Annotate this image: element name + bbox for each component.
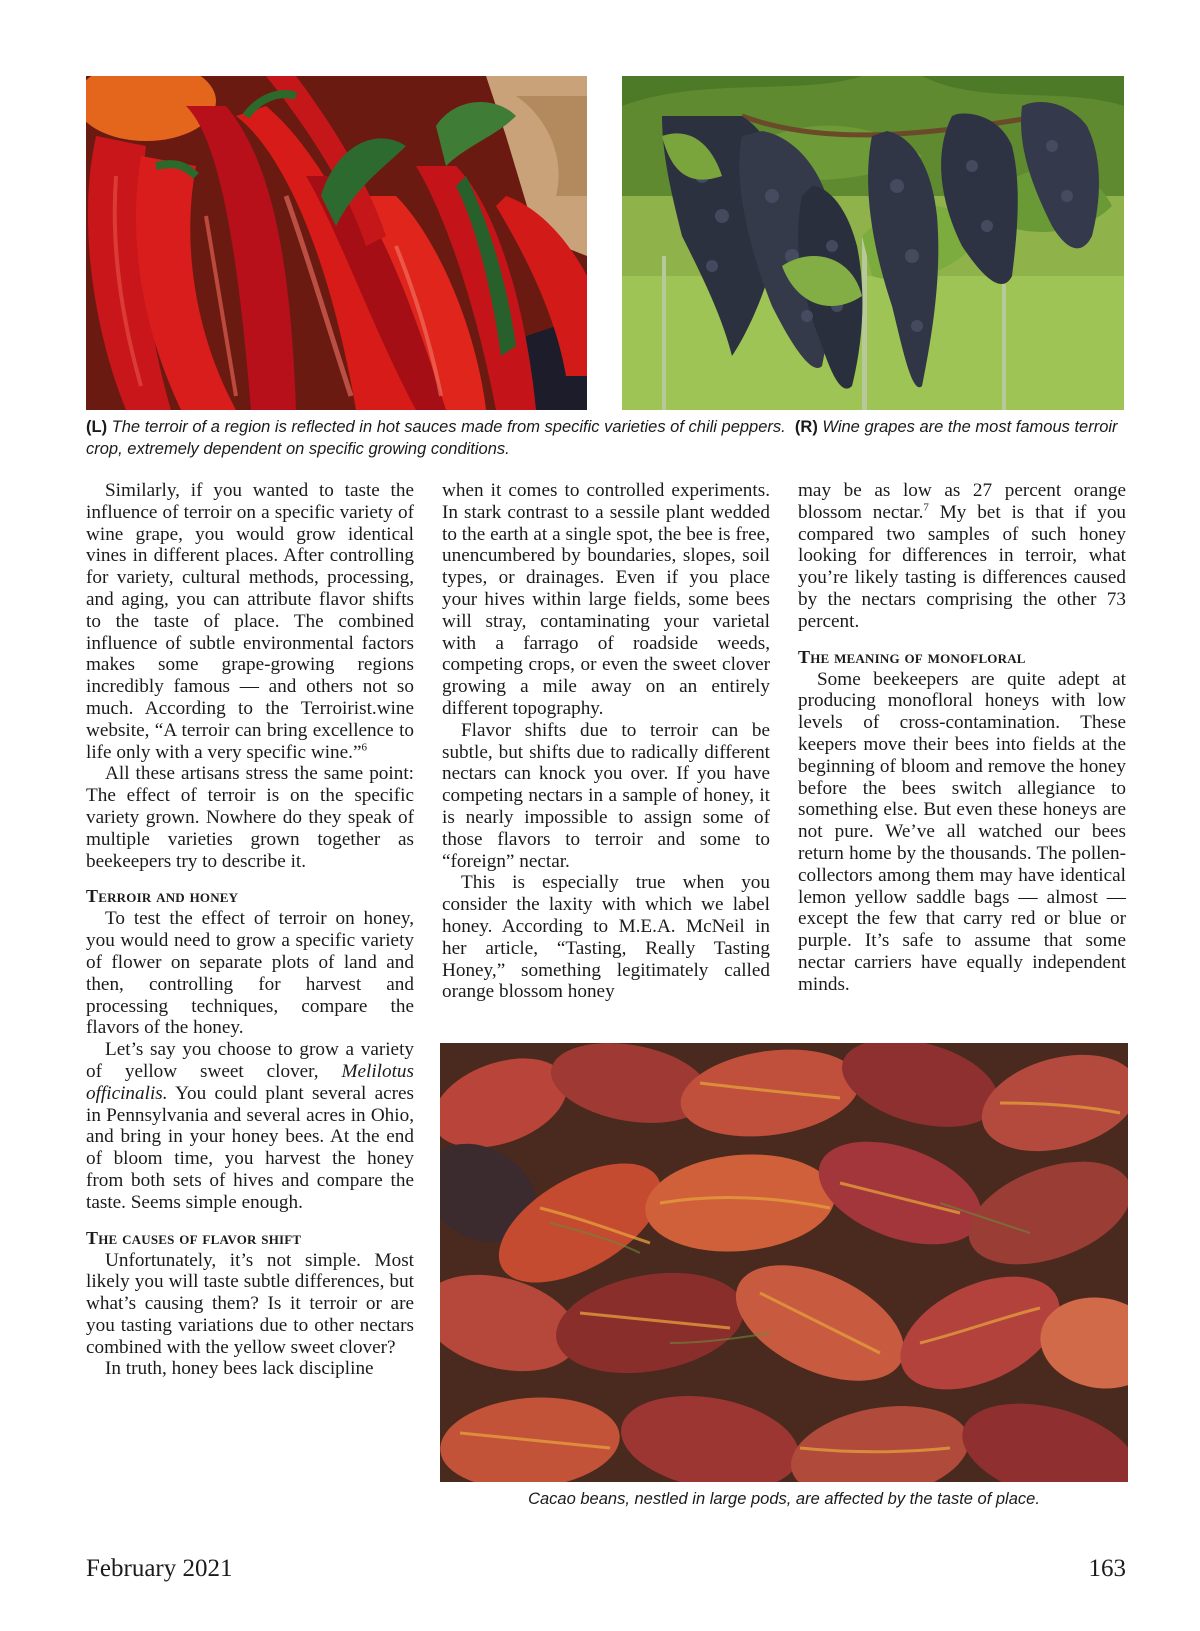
- paragraph: All these artisans stress the same point: The effect of terroir is on the specific variety grown. Nowhere do they speak of multiple varieties grown together as beekeepers try to describe it.: [86, 763, 414, 872]
- paragraph: In truth, honey bees lack discipline: [105, 1358, 374, 1380]
- paragraph: Flavor shifts due to terroir can be subtle, but shifts due to radically different nectars can knock you over. If you have competing nectars in a sample of honey, it is nearly impossible to assign some of those flavors to terroir and some to “foreign” nectar.: [442, 719, 770, 872]
- section-heading: The causes of flavor shift: [86, 1227, 302, 1248]
- footer-page-number: 163: [1088, 1555, 1126, 1582]
- caption-right-text: Wine grapes are the most famous terroir crop, extremely dependent on specific growing conditions.: [86, 418, 1118, 458]
- paragraph: may be as low as 27 percent orange blossom nectar.$^7$ My bet is that if you compared two samples of such honey looking for differences in terroir, what you’re likely tasting is differences caused by the nectars comprising the other 73 percent.: [798, 480, 1127, 632]
- paragraph: Unfortunately, it’s not simple. Most likely you will taste subtle differences, but what’s causing them? Is it terroir or are you tasting variations due to other nectars combined with the yellow sweet clover?: [86, 1249, 414, 1358]
- footer-issue-date: February 2021: [86, 1555, 233, 1582]
- photo-caption-top: [86, 416, 1126, 460]
- article-column-2: [442, 480, 770, 1003]
- paragraph: Some beekeepers are quite adept at producing monofloral honeys with low levels of cross-contamination. These keepers move their bees into fields at the beginning of bloom and remove the honey before the bees switch allegiance to something else. But even these honeys are not pure. We’ve all watched our bees return home by the thousands. The pollen-collectors among them may have identical lemon yellow saddle bags — almost — except the few that carry red or blue or purple. It’s safe to assume that some nectar carriers have equally independent minds.: [798, 668, 1126, 995]
- section-heading: The meaning of monofloral: [798, 646, 1026, 667]
- section-heading: Terroir and honey: [86, 886, 239, 907]
- caption-right-tag: (R): [794, 418, 818, 436]
- article-column-1: [86, 480, 414, 1380]
- footnote-ref: 6: [361, 741, 367, 754]
- chili-peppers-photo: [86, 76, 587, 410]
- caption-left-tag: (L): [86, 418, 108, 436]
- footnote-ref: 7: [923, 501, 929, 514]
- paragraph: To test the effect of terroir on honey, you would need to grow a specific variety of flower on separate plots of land and then, controlling for harvest and processing techniques, compare the flavors of the honey.: [86, 908, 414, 1039]
- article-column-3: [798, 480, 1126, 996]
- paragraph: Let’s say you choose to grow a variety of yellow sweet clover, Melilotus officinalis. You could plant several acres in Pennsylvania and several acres in Ohio, and bring in your honey bees. At the end of bloom time, you harvest the honey from both sets of hives and compare the taste. Seems simple enough.: [86, 1039, 414, 1213]
- paragraph: when it comes to controlled experiments. In stark contrast to a sessile plant wedded to the earth at a single spot, the bee is free, unencumbered by boundaries, slopes, soil types, or drainages. Even if you place your hives within large fields, some bees will stray, contaminating your varietal with a farrago of roadside weeds, competing crops, or even the sweet clover growing a mile away on an entirely different topography.: [442, 480, 770, 719]
- paragraph: This is especially true when you consider the laxity with which we label honey. According to M.E.A. McNeil in her article, “Tasting, Really Tasting Honey,” something legitimately called orange blossom honey: [442, 872, 770, 1003]
- wine-grapes-photo: [622, 76, 1124, 410]
- cacao-pods-photo: [440, 1043, 1128, 1482]
- caption-left-text: The terroir of a region is reflected in hot sauces made from specific varieties of chili peppers.: [111, 418, 786, 436]
- paragraph: Similarly, if you wanted to taste the influence of terroir on a specific variety of wine grape, you would grow identical vines in different places. After controlling for variety, cultural methods, processing, and aging, you can attribute flavor shifts to the taste of place. The combined influence of subtle environmental factors makes some grape-growing regions incredibly famous — and others not so much. According to the Terroirist.wine website, “A terroir can bring excellence to life only with a very specific wine.”$^6$: [86, 480, 414, 763]
- cacao-photo-caption: Cacao beans, nestled in large pods, are affected by the taste of place.: [528, 1490, 1040, 1508]
